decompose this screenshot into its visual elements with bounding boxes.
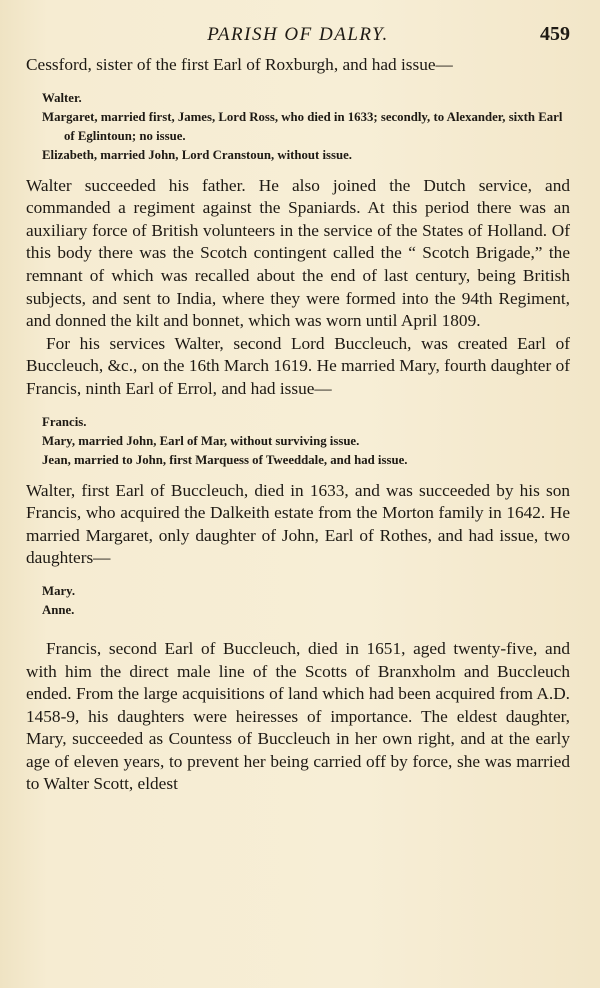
list-item: Anne. (42, 602, 75, 617)
list-item: Walter. (42, 90, 82, 105)
paragraph-1: Cessford, sister of the first Earl of Roxburgh, and had issue— (26, 55, 453, 74)
paragraph-2: Walter succeeded his father. He also joined the Dutch service, and commanded a regiment against the Spaniards. At this period there was an auxiliary force of British volunteers in the service of the States of Holland. Of this body there was the Scotch contingent called the “ Scotch Brigade,” the remnant of which was recalled about the end of last century, being British subjects, and sent to India, where they were formed into the 94th Regiment, and donned the kilt and bonnet, which was worn until April 1809. (26, 175, 570, 331)
running-title: PARISH OF DALRY. (207, 24, 389, 45)
page-number: 459 (540, 23, 570, 45)
list-item: Margaret, married first, James, Lord Ross, who died in 1633; secondly, to Alexander, sixth Earl of Eglintoun; no issue. (42, 109, 563, 143)
paragraph-5: Francis, second Earl of Buccleuch, died in 1651, aged twenty-five, and with him the direct male line of the Scotts of Branxholm and Buccleuch ended. From the large acquisitions of land which had been acquired from A.D. 1458-9, his daughters were heiresses of importance. The eldest daughter, Mary, succeeded as Countess of Buccleuch in her own right, and at the early age of eleven years, to prevent her being carried off by force, she was married to Walter Scott, eldest (26, 638, 570, 794)
list-item: Elizabeth, married John, Lord Cranstoun, without issue. (42, 147, 352, 162)
issue-list-3 (42, 582, 570, 620)
page-header (26, 20, 570, 54)
list-item: Jean, married to John, first Marquess of Tweeddale, and had issue. (42, 452, 408, 467)
list-item: Mary. (42, 583, 76, 598)
list-item: Mary, married John, Earl of Mar, without surviving issue. (42, 433, 360, 448)
paragraph-3: For his services Walter, second Lord Buccleuch, was created Earl of Buccleuch, &c., on the 16th March 1619. He married Mary, fourth daughter of Francis, ninth Earl of Errol, and had issue— (26, 333, 570, 398)
paragraph-4: Walter, first Earl of Buccleuch, died in 1633, and was succeeded by his son Francis, who acquired the Dalkeith estate from the Morton family in 1642. He married Margaret, only daughter of John, Earl of Rothes, and had issue, two daughters— (26, 480, 570, 568)
list-item: Francis. (42, 414, 87, 429)
issue-list-1 (42, 89, 570, 165)
issue-list-2 (42, 413, 570, 470)
